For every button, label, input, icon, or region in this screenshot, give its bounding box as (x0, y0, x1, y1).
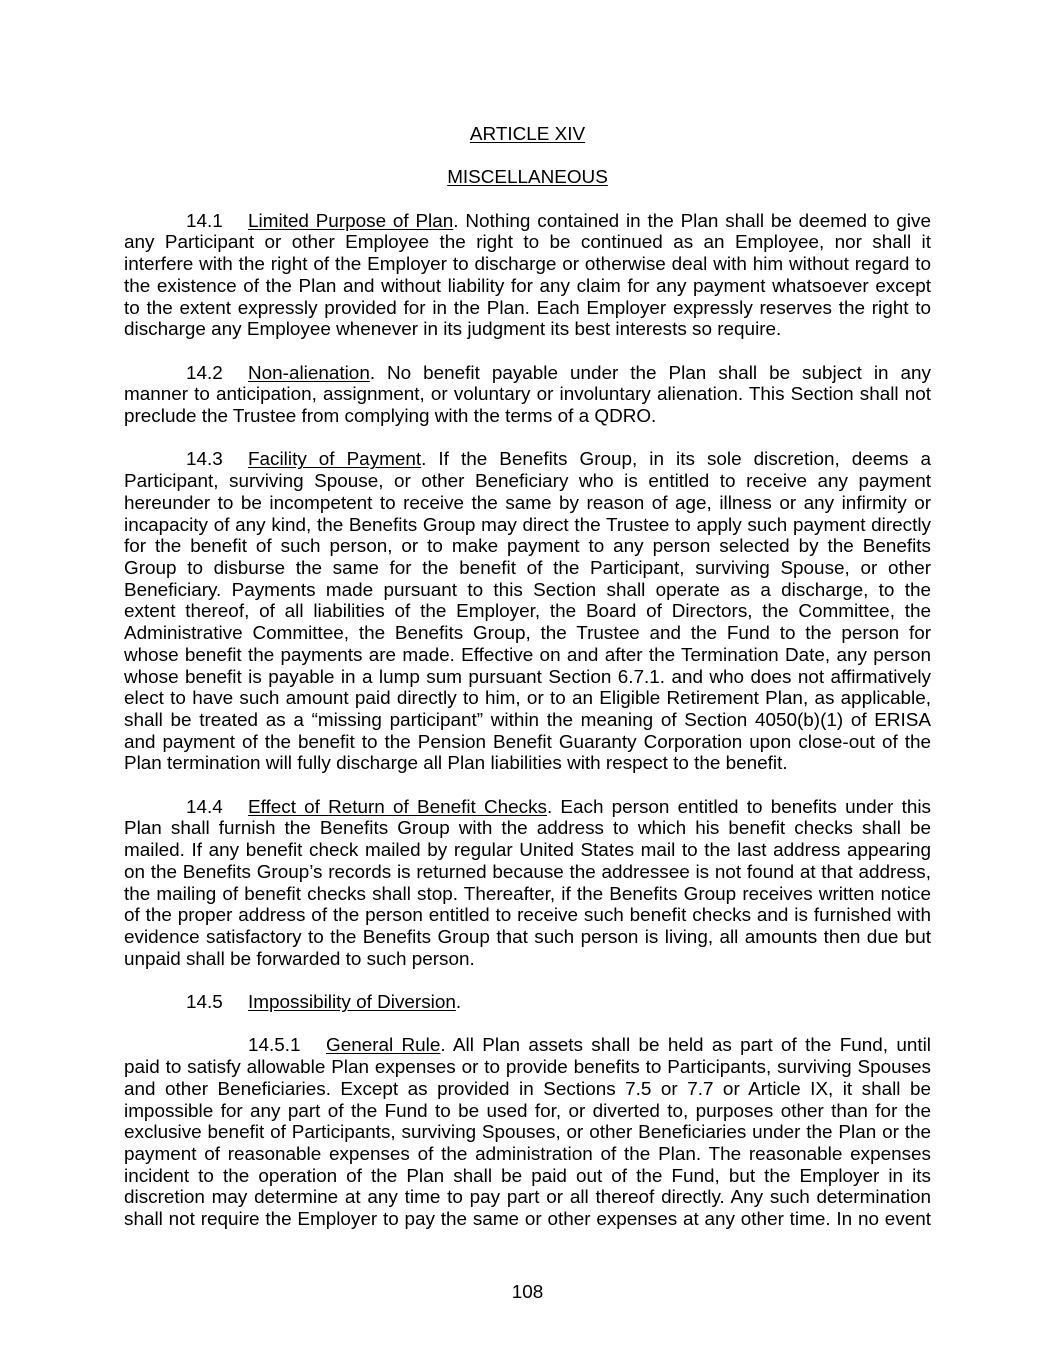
page-content (124, 124, 931, 1252)
section-number: 14.3 (186, 449, 223, 471)
article-title (124, 167, 931, 189)
section-line: preclude the Trustee from complying with the terms of a QDRO. (124, 406, 657, 428)
section-line: and payment of the benefit to the Pension Benefit Guaranty Corporation upon close-out of the (124, 731, 931, 753)
section-number: 14.5.1 (248, 1035, 301, 1057)
section-14-5-1 (124, 1035, 931, 1230)
section-line: unpaid shall be forwarded to such person. (124, 948, 475, 970)
section-number: 14.4 (186, 796, 223, 818)
section-heading: Facility of Payment (248, 449, 422, 471)
section-line: for the benefit of such person, or to make payment to any person selected by the Benefits (124, 536, 931, 558)
section-line: interfere with the right of the Employer to discharge or otherwise deal with him without regard to (124, 254, 931, 276)
section-heading: Limited Purpose of Plan (248, 210, 454, 232)
section-line: Beneficiary. Payments made pursuant to this Section shall operate as a discharge, to the (124, 579, 931, 601)
section-line: Administrative Committee, the Benefits Group, the Trustee and the Fund to the person for (124, 623, 931, 645)
section-first-line (124, 363, 931, 385)
section-line: the existence of the Plan and without liability for any claim for any payment whatsoever except (124, 275, 931, 297)
section-line: Plan shall furnish the Benefits Group with the address to which his benefit checks shall be (124, 818, 931, 840)
section-line: impossible for any part of the Fund to be used for, or diverted to, purposes other than for the (124, 1100, 931, 1122)
section-line: whose benefit the payments are made. Effective on and after the Termination Date, any person (124, 644, 931, 666)
section-line: mailed. If any benefit check mailed by regular United States mail to the last address appearing (124, 840, 931, 862)
section-line: Participant, surviving Spouse, or other Beneficiary who is entitled to receive any payment (124, 471, 931, 493)
section-line: to the extent expressly provided for in the Plan. Each Employer expressly reserves the right to (124, 297, 931, 319)
article-title-text: MISCELLANEOUS (447, 167, 608, 189)
article-number-text: ARTICLE XIV (469, 124, 586, 145)
section-line: paid to satisfy allowable Plan expenses or to provide benefits to Participants, surviving Spouses (124, 1057, 931, 1079)
section-first-line-text: . Each person entitled to benefits under this (546, 796, 931, 818)
section-first-line-text: . No benefit payable under the Plan shall be subject in any (369, 362, 931, 384)
section-line: incident to the operation of the Plan shall be paid out of the Fund, but the Employer in its (124, 1165, 931, 1187)
section-line: shall be treated as a “missing participant” within the meaning of Section 4050(b)(1) of ERISA (124, 709, 931, 731)
section-line: payment of reasonable expenses of the administration of the Plan. The reasonable expenses (124, 1143, 931, 1165)
section-first-line (124, 1035, 931, 1057)
section-line: on the Benefits Group’s records is returned because the addressee is not found at that address, (124, 861, 931, 883)
section-heading: Non-alienation (248, 362, 370, 384)
section-line: Group to disburse the same for the benefit of the Participant, surviving Spouse, or other (124, 558, 931, 579)
section-line: whose benefit is payable in a lump sum pursuant Section 6.7.1. and who does not affirmatively (124, 666, 931, 688)
section-line: elect to have such amount paid directly to him, or to an Eligible Retirement Plan, as applicable, (124, 688, 931, 710)
section-first-line (124, 211, 931, 233)
section-first-line (124, 992, 931, 1014)
section-14-1 (124, 211, 931, 341)
section-first-line (124, 449, 931, 471)
article-number-title (124, 124, 931, 146)
section-line: hereunder to be incompetent to receive the same by reason of age, illness or any infirmity or (124, 492, 931, 514)
section-line: shall not require the Employer to pay the same or other expenses at any other time. In no event (124, 1209, 931, 1231)
section-14-5 (124, 992, 931, 1014)
section-line: the mailing of benefit checks shall stop. Thereafter, if the Benefits Group receives written notice (124, 883, 931, 905)
section-line: exclusive benefit of Participants, surviving Spouses, or other Beneficiaries under the Plan or the (124, 1122, 931, 1144)
section-number: 14.2 (186, 362, 223, 384)
section-14-4 (124, 797, 931, 971)
section-line: discretion may determine at any time to pay part or all thereof directly. Any such determination (124, 1187, 931, 1209)
section-heading: General Rule (326, 1035, 441, 1057)
section-first-line (124, 797, 931, 819)
section-line: discharge any Employee whenever in its judgment its best interests so require. (124, 319, 782, 341)
section-first-line-text: . (455, 992, 462, 1014)
section-first-line-text: . Nothing contained in the Plan shall be deemed to give (453, 210, 931, 232)
section-number: 14.5 (186, 992, 223, 1014)
section-line: Plan termination will fully discharge all Plan liabilities with respect to the benefit. (124, 753, 788, 775)
section-14-2 (124, 363, 931, 428)
section-line: extent thereof, of all liabilities of the Employer, the Board of Directors, the Committee, the (124, 601, 931, 623)
sections-container (124, 211, 931, 1231)
section-first-line-text: . All Plan assets shall be held as part of the Fund, until (440, 1035, 931, 1057)
section-line: of the proper address of the person entitled to receive such benefit checks and is furnished with (124, 905, 931, 927)
section-line: and other Beneficiaries. Except as provided in Sections 7.5 or 7.7 or Article IX, it shall be (124, 1078, 931, 1100)
section-line: evidence satisfactory to the Benefits Group that such person is living, all amounts then due but (124, 926, 931, 948)
section-line: incapacity of any kind, the Benefits Group may direct the Trustee to apply such payment directly (124, 514, 931, 536)
section-heading: Effect of Return of Benefit Checks (248, 796, 547, 818)
section-number: 14.1 (186, 210, 223, 232)
page-number: 108 (511, 1282, 544, 1303)
section-14-3 (124, 449, 931, 775)
section-heading: Impossibility of Diversion (248, 992, 456, 1014)
section-line: manner to anticipation, assignment, or voluntary or involuntary alienation. This Section shall not (124, 384, 931, 406)
section-first-line-text: . If the Benefits Group, in its sole discretion, deems a (421, 449, 931, 471)
section-line: any Participant or other Employee the right to be continued as an Employee, nor shall it (124, 232, 931, 254)
